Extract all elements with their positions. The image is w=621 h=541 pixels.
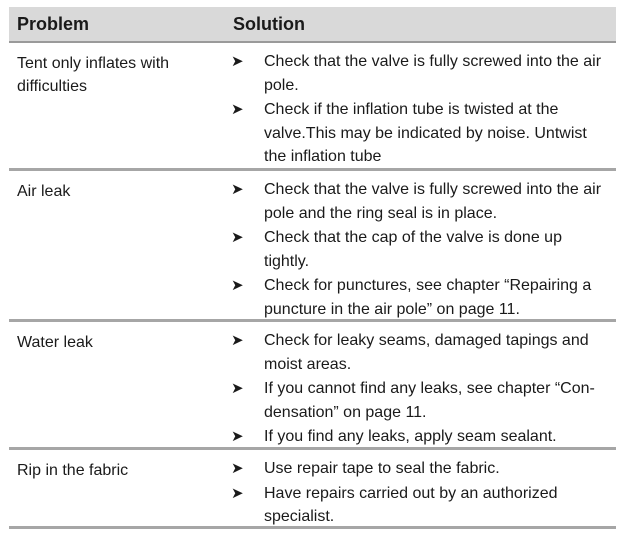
arrow-bullet-icon: ➤: [231, 53, 244, 70]
solution-item: [231, 98, 616, 169]
solution-text: Check that the valve is fully screwed into the air pole.: [264, 53, 602, 94]
solution-cell: [231, 322, 616, 447]
solution-item: [231, 425, 616, 449]
troubleshooting-table: [9, 7, 616, 529]
arrow-bullet-icon: ➤: [231, 428, 244, 445]
solution-cell: [231, 450, 616, 526]
header-problem: Problem: [17, 13, 90, 34]
problem-cell: Water leak: [17, 334, 93, 351]
arrow-bullet-icon: ➤: [231, 229, 244, 246]
solution-item: [231, 329, 616, 376]
solution-item: [231, 178, 616, 225]
arrow-bullet-icon: ➤: [231, 460, 244, 477]
table-row: [9, 43, 616, 171]
header-solution: Solution: [233, 13, 305, 34]
arrow-bullet-icon: ➤: [231, 181, 244, 198]
solution-text: Check for leaky seams, damaged tapings and moist areas.: [264, 332, 589, 373]
solution-text: If you find any leaks, apply seam sealant.: [264, 428, 557, 445]
table-row: [9, 450, 616, 529]
arrow-bullet-icon: ➤: [231, 380, 244, 397]
arrow-bullet-icon: ➤: [231, 277, 244, 294]
solution-text: Check if the inflation tube is twisted at the valve.This may be indicated by noise. Untwist the inflation tube: [264, 101, 587, 165]
arrow-bullet-icon: ➤: [231, 332, 244, 349]
problem-cell: Tent only inflates with difficulties: [17, 55, 170, 95]
solution-cell: [231, 43, 616, 168]
arrow-bullet-icon: ➤: [231, 101, 244, 118]
solution-text: Check that the cap of the valve is done up tightly.: [264, 229, 562, 270]
solution-text: Check for punctures, see chapter “Repairing a puncture in the air pole” on page 11.: [264, 277, 592, 318]
solution-item: [231, 457, 616, 481]
solution-item: [231, 274, 616, 321]
solution-text: Check that the valve is fully screwed into the air pole and the ring seal is in place.: [264, 181, 602, 222]
problem-cell: Air leak: [17, 183, 71, 200]
table-row: [9, 322, 616, 450]
table-header: [9, 7, 616, 43]
table-row: [9, 171, 616, 322]
arrow-bullet-icon: ➤: [231, 484, 244, 502]
solution-text: Have repairs carried out by an authorized specialist.: [264, 484, 558, 525]
solution-text: If you cannot find any leaks, see chapter “Con-densation” on page 11.: [264, 380, 595, 421]
problem-cell: Rip in the fabric: [17, 462, 129, 479]
solution-text: Use repair tape to seal the fabric.: [264, 460, 500, 477]
solution-item: [231, 50, 616, 97]
solution-item: [231, 482, 616, 529]
solution-item: [231, 377, 616, 424]
solution-item: [231, 226, 616, 273]
solution-cell: [231, 171, 616, 319]
